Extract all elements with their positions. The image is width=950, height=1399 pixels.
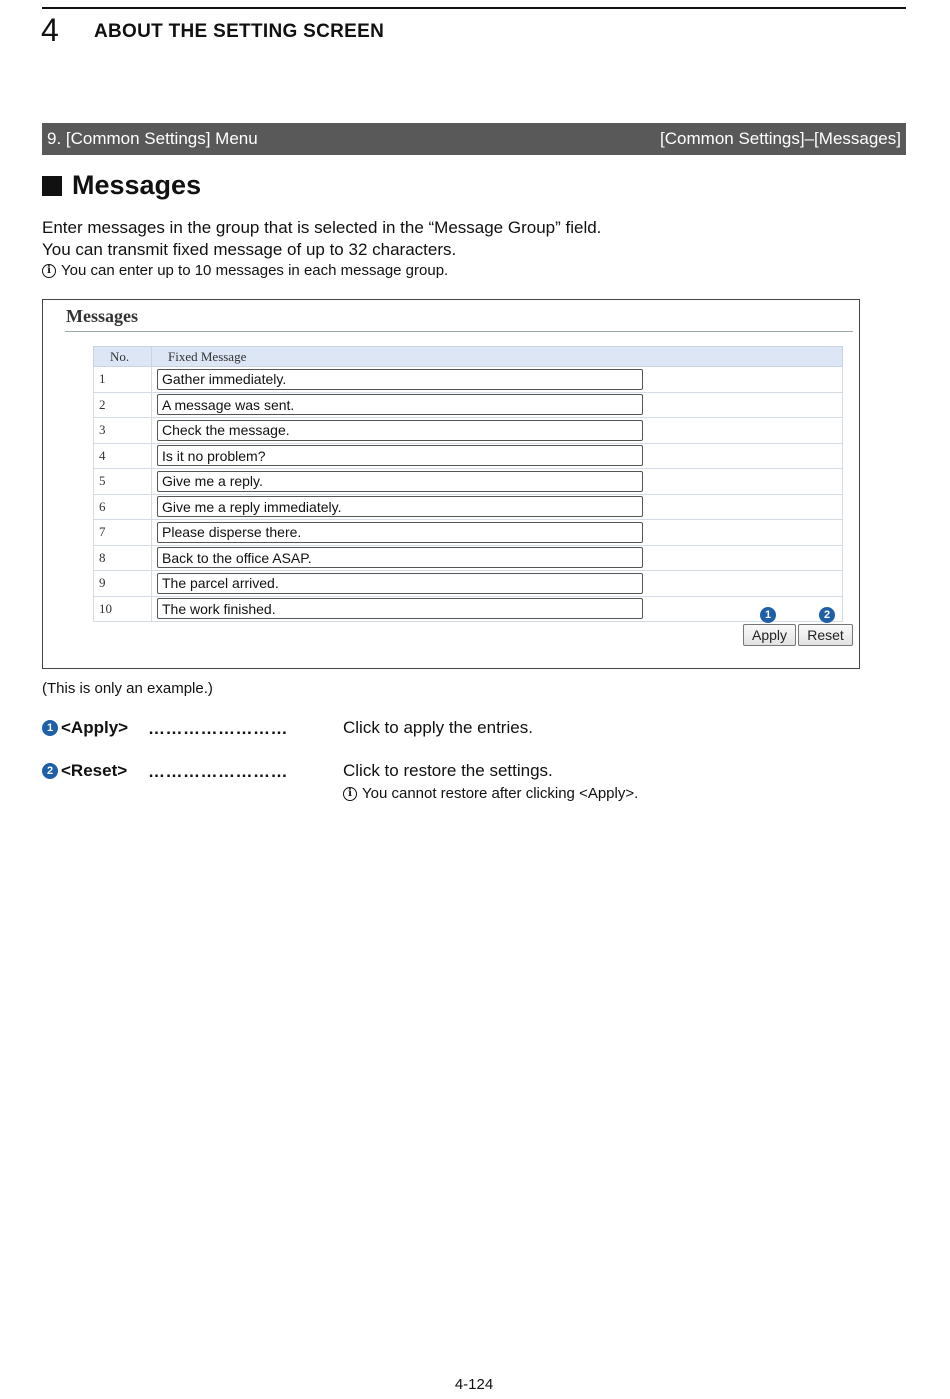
- row-message-cell: [152, 596, 843, 622]
- row-number: 8: [94, 545, 152, 571]
- table-row: [94, 596, 843, 622]
- leader-dots: ……………………: [148, 762, 288, 781]
- table-row: [94, 494, 843, 520]
- row-number: 3: [94, 418, 152, 444]
- badge-apply: 1: [760, 607, 776, 623]
- info-icon: i: [343, 787, 357, 801]
- table-header-row: [94, 347, 843, 367]
- panel-title: Messages: [66, 306, 138, 326]
- description-text: Click to apply the entries.: [343, 718, 533, 737]
- row-message-cell: [152, 494, 843, 520]
- row-message-cell: [152, 520, 843, 546]
- intro-note: [42, 261, 601, 281]
- reset-button[interactable]: Reset: [798, 624, 853, 646]
- table-row: [94, 520, 843, 546]
- row-message-cell: [152, 469, 843, 495]
- intro-line-2: You can transmit fixed message of up to 32 characters.: [42, 240, 457, 259]
- row-number: 6: [94, 494, 152, 520]
- intro-text: [42, 217, 601, 281]
- header-fixed-message: Fixed Message: [152, 347, 843, 367]
- row-number: 2: [94, 392, 152, 418]
- table-row: [94, 392, 843, 418]
- badge-1: 1: [42, 720, 58, 736]
- fixed-message-input[interactable]: [157, 471, 643, 492]
- fixed-message-input[interactable]: [157, 369, 643, 390]
- row-message-cell: [152, 418, 843, 444]
- description-term: [42, 761, 127, 781]
- row-message-cell: [152, 367, 843, 393]
- fixed-message-input[interactable]: [157, 445, 643, 466]
- section-bar: [42, 123, 906, 155]
- description-text: Click to restore the settings.: [343, 761, 553, 780]
- fixed-message-input[interactable]: [157, 598, 643, 619]
- row-number: 10: [94, 596, 152, 622]
- row-message-cell: [152, 443, 843, 469]
- apply-button[interactable]: Apply: [743, 624, 796, 646]
- fixed-message-input[interactable]: [157, 420, 643, 441]
- chapter-title: ABOUT THE SETTING SCREEN: [94, 21, 385, 42]
- badge-reset: 2: [819, 607, 835, 623]
- messages-table: [93, 346, 843, 622]
- description-term: [42, 718, 128, 738]
- fixed-message-input[interactable]: [157, 522, 643, 543]
- row-number: 7: [94, 520, 152, 546]
- table-row: [94, 571, 843, 597]
- term-reset: <Reset>: [61, 761, 128, 780]
- fixed-message-input[interactable]: [157, 394, 643, 415]
- fixed-message-input[interactable]: [157, 547, 643, 568]
- example-note: (This is only an example.): [42, 680, 213, 697]
- intro-note-text: You can enter up to 10 messages in each message group.: [61, 262, 449, 279]
- term-apply: <Apply>: [61, 718, 129, 737]
- table-row: [94, 418, 843, 444]
- panel-divider: [65, 331, 853, 332]
- table-row: [94, 443, 843, 469]
- square-bullet-icon: [42, 176, 62, 196]
- page-number: 4-124: [454, 1376, 494, 1393]
- leader-dots: ……………………: [148, 719, 288, 738]
- row-number: 5: [94, 469, 152, 495]
- row-number: 9: [94, 571, 152, 597]
- section-bar-left: 9. [Common Settings] Menu: [47, 129, 258, 148]
- chapter-number: 4: [41, 12, 59, 48]
- heading-text: Messages: [72, 170, 202, 200]
- intro-line-1: Enter messages in the group that is selected in the “Message Group” field.: [42, 218, 602, 237]
- info-icon: i: [42, 264, 56, 278]
- fixed-message-input[interactable]: [157, 496, 643, 517]
- section-bar-right: [Common Settings]–[Messages]: [660, 129, 901, 148]
- row-number: 1: [94, 367, 152, 393]
- top-rule: [42, 7, 906, 9]
- fixed-message-input[interactable]: [157, 573, 643, 594]
- table-row: [94, 469, 843, 495]
- section-heading: [42, 170, 201, 201]
- table-row: [94, 545, 843, 571]
- header-no: No.: [94, 347, 152, 367]
- description-note: [343, 784, 638, 804]
- row-message-cell: [152, 545, 843, 571]
- row-number: 4: [94, 443, 152, 469]
- row-message-cell: [152, 571, 843, 597]
- table-row: [94, 367, 843, 393]
- badge-2: 2: [42, 763, 58, 779]
- description-note-text: You cannot restore after clicking <Apply>.: [362, 785, 639, 802]
- messages-screenshot-panel: [42, 299, 860, 669]
- row-message-cell: [152, 392, 843, 418]
